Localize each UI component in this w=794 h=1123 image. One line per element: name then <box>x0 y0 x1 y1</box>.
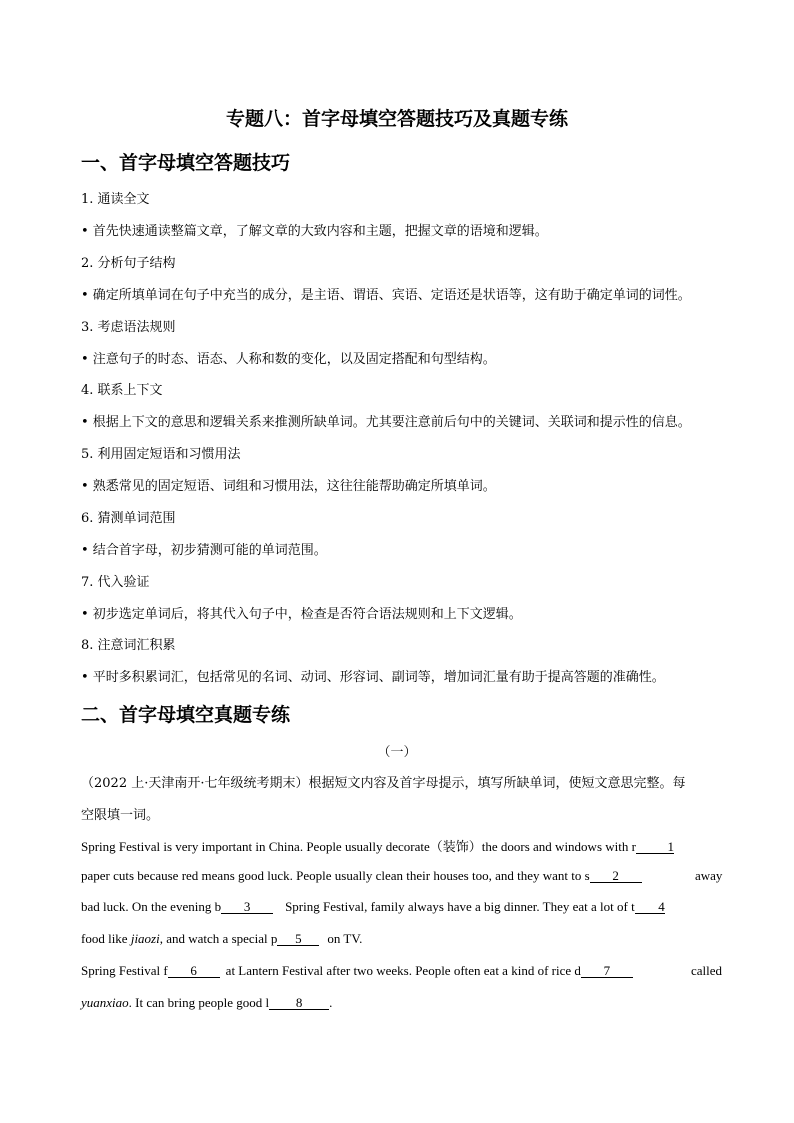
passage-text: . It can bring people good l <box>128 995 270 1010</box>
passage-text: Spring Festival f <box>81 963 168 978</box>
answer-blank-1[interactable]: 1 <box>636 840 674 854</box>
passage-line-3 <box>81 899 665 915</box>
answer-blank-3[interactable]: 3 <box>221 900 273 914</box>
passage-text: Spring Festival is very important in China. People usually decorate（装饰）the doors and windows with r <box>81 839 636 854</box>
tip-text-3: • 注意句子的时态、语态、人称和数的变化，以及固定搭配和句型结构。 <box>81 352 496 367</box>
tip-label-4: 4. 联系上下文 <box>81 383 163 398</box>
passage-text: , and watch a special p <box>159 931 278 946</box>
passage-text: food like <box>81 931 131 946</box>
answer-blank-5[interactable]: 5 <box>277 932 319 946</box>
passage-line-4 <box>81 931 362 947</box>
tip-label-2: 2. 分析句子结构 <box>81 256 176 271</box>
passage-text: Spring Festival, family always have a big dinner. They eat a lot of t <box>285 899 635 914</box>
tip-text-5: • 熟悉常见的固定短语、词组和习惯用法，这往往能帮助确定所填单词。 <box>81 479 496 494</box>
passage-text: bad luck. On the evening b <box>81 899 222 914</box>
passage-line-2 <box>81 868 642 884</box>
passage-italic-word: yuanxiao <box>81 995 129 1010</box>
answer-blank-7[interactable]: 7 <box>581 964 633 978</box>
passage-text: . <box>329 995 333 1010</box>
tip-label-8: 8. 注意词汇积累 <box>81 638 176 653</box>
tip-text-6: • 结合首字母，初步猜测可能的单词范围。 <box>81 543 327 558</box>
passage-text: called <box>691 963 723 978</box>
passage-text: away <box>695 868 723 883</box>
section-1-heading: 一、首字母填空答题技巧 <box>81 152 291 174</box>
instructions-line-2: 空限填一词。 <box>81 808 160 823</box>
section-2-heading: 二、首字母填空真题专练 <box>81 704 291 726</box>
tip-label-6: 6. 猜测单词范围 <box>81 511 176 526</box>
tip-label-7: 7. 代入验证 <box>81 575 150 590</box>
tip-text-8: • 平时多积累词汇，包括常见的名词、动词、形容词、副词等，增加词汇量有助于提高答题的准确性。 <box>81 670 665 685</box>
tip-text-2: • 确定所填单词在句子中充当的成分，是主语、谓语、宾语、定语还是状语等，这有助于确定单词的词性。 <box>81 288 691 303</box>
tip-text-7: • 初步选定单词后，将其代入句子中，检查是否符合语法规则和上下文逻辑。 <box>81 607 522 622</box>
passage-line-6 <box>81 995 332 1011</box>
passage-text: at Lantern Festival after two weeks. People often eat a kind of rice d <box>225 963 581 978</box>
tip-text-4: • 根据上下文的意思和逻辑关系来推测所缺单词。尤其要注意前后句中的关键词、关联词和提示性的信息。 <box>81 415 691 430</box>
answer-blank-6[interactable]: 6 <box>168 964 220 978</box>
passage-text: paper cuts because red means good luck. People usually clean their houses too, and they want to s <box>81 868 590 883</box>
answer-blank-2[interactable]: 2 <box>590 869 642 883</box>
document-title: 专题八：首字母填空答题技巧及真题专练 <box>225 108 568 130</box>
part-label: （一） <box>377 745 417 760</box>
answer-blank-4[interactable]: 4 <box>635 900 665 914</box>
tip-label-5: 5. 利用固定短语和习惯用法 <box>81 447 241 462</box>
tip-label-1: 1. 通读全文 <box>81 192 150 207</box>
tip-text-1: • 首先快速通读整篇文章，了解文章的大致内容和主题，把握文章的语境和逻辑。 <box>81 224 548 239</box>
instructions-line-1: （2022 上·天津南开·七年级统考期末）根据短文内容及首字母提示，填写所缺单词，使短文意思完整。每 <box>81 776 686 791</box>
passage-text: on TV. <box>327 931 363 946</box>
passage-line-5 <box>81 963 633 979</box>
tip-label-3: 3. 考虑语法规则 <box>81 320 176 335</box>
passage-line-1 <box>81 836 674 855</box>
passage-italic-word: jiaozi <box>130 931 160 946</box>
answer-blank-8[interactable]: 8 <box>269 996 329 1010</box>
